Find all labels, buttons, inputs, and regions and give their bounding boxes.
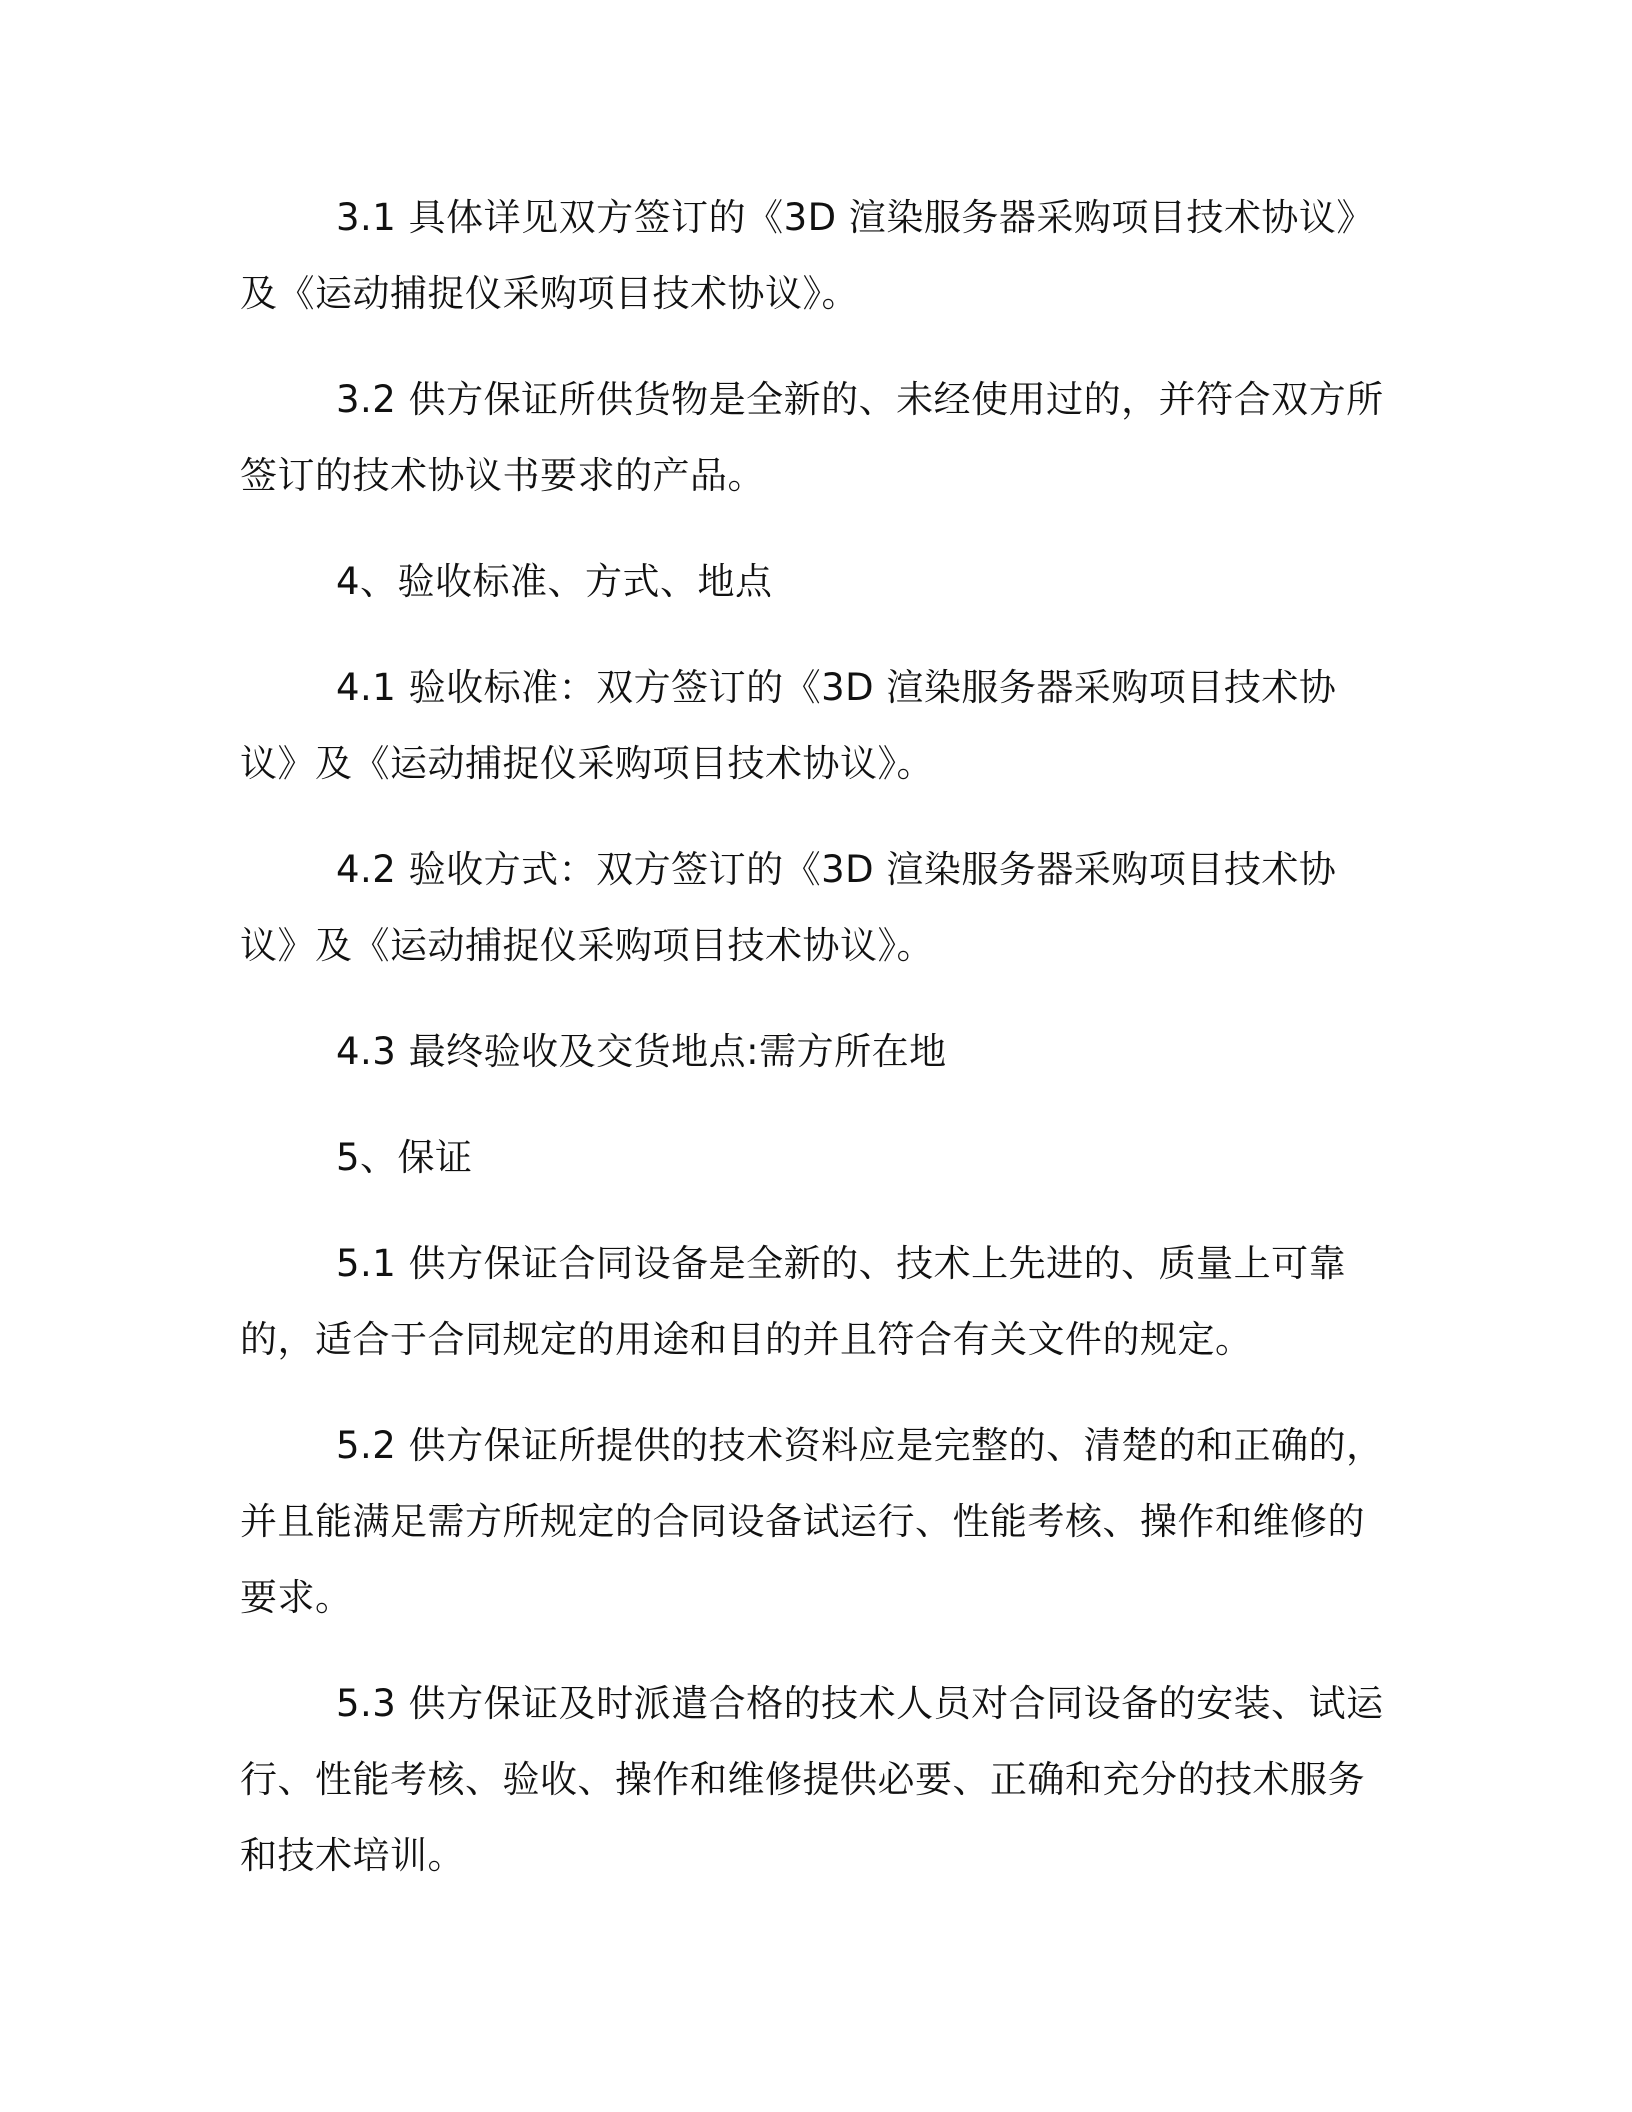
clause-4-3: 4.3 最终验收及交货地点:需方所在地	[336, 1030, 947, 1073]
clause-5-3: 5.3 供方保证及时派遣合格的技术人员对合同设备的安装、试运行、性能考核、验收、操作和维修提供必要、正确和充分的技术服务和技术培训。	[240, 1682, 1384, 1877]
section-5-heading: 5、保证	[336, 1136, 473, 1179]
clause-5-1: 5.1 供方保证合同设备是全新的、技术上先进的、质量上可靠的，适合于合同规定的用途和目的并且符合有关文件的规定。	[240, 1242, 1347, 1361]
clause-4-1: 4.1 验收标准：双方签订的《3D 渲染服务器采购项目技术协议》及《运动捕捉仪采购项目技术协议》。	[240, 666, 1337, 785]
clause-5-2: 5.2 供方保证所提供的技术资料应是完整的、清楚的和正确的，并且能满足需方所规定的合同设备试运行、性能考核、操作和维修的要求。	[240, 1424, 1384, 1619]
clause-3-2: 3.2 供方保证所供货物是全新的、未经使用过的，并符合双方所签订的技术协议书要求的产品。	[240, 378, 1384, 497]
clause-3-1: 3.1 具体详见双方签订的《3D 渲染服务器采购项目技术协议》及《运动捕捉仪采购项目技术协议》。	[240, 196, 1374, 315]
clause-4-2: 4.2 验收方式：双方签订的《3D 渲染服务器采购项目技术协议》及《运动捕捉仪采购项目技术协议》。	[240, 848, 1337, 967]
section-4-heading: 4、验收标准、方式、地点	[336, 560, 773, 603]
document-body	[240, 180, 1390, 1924]
